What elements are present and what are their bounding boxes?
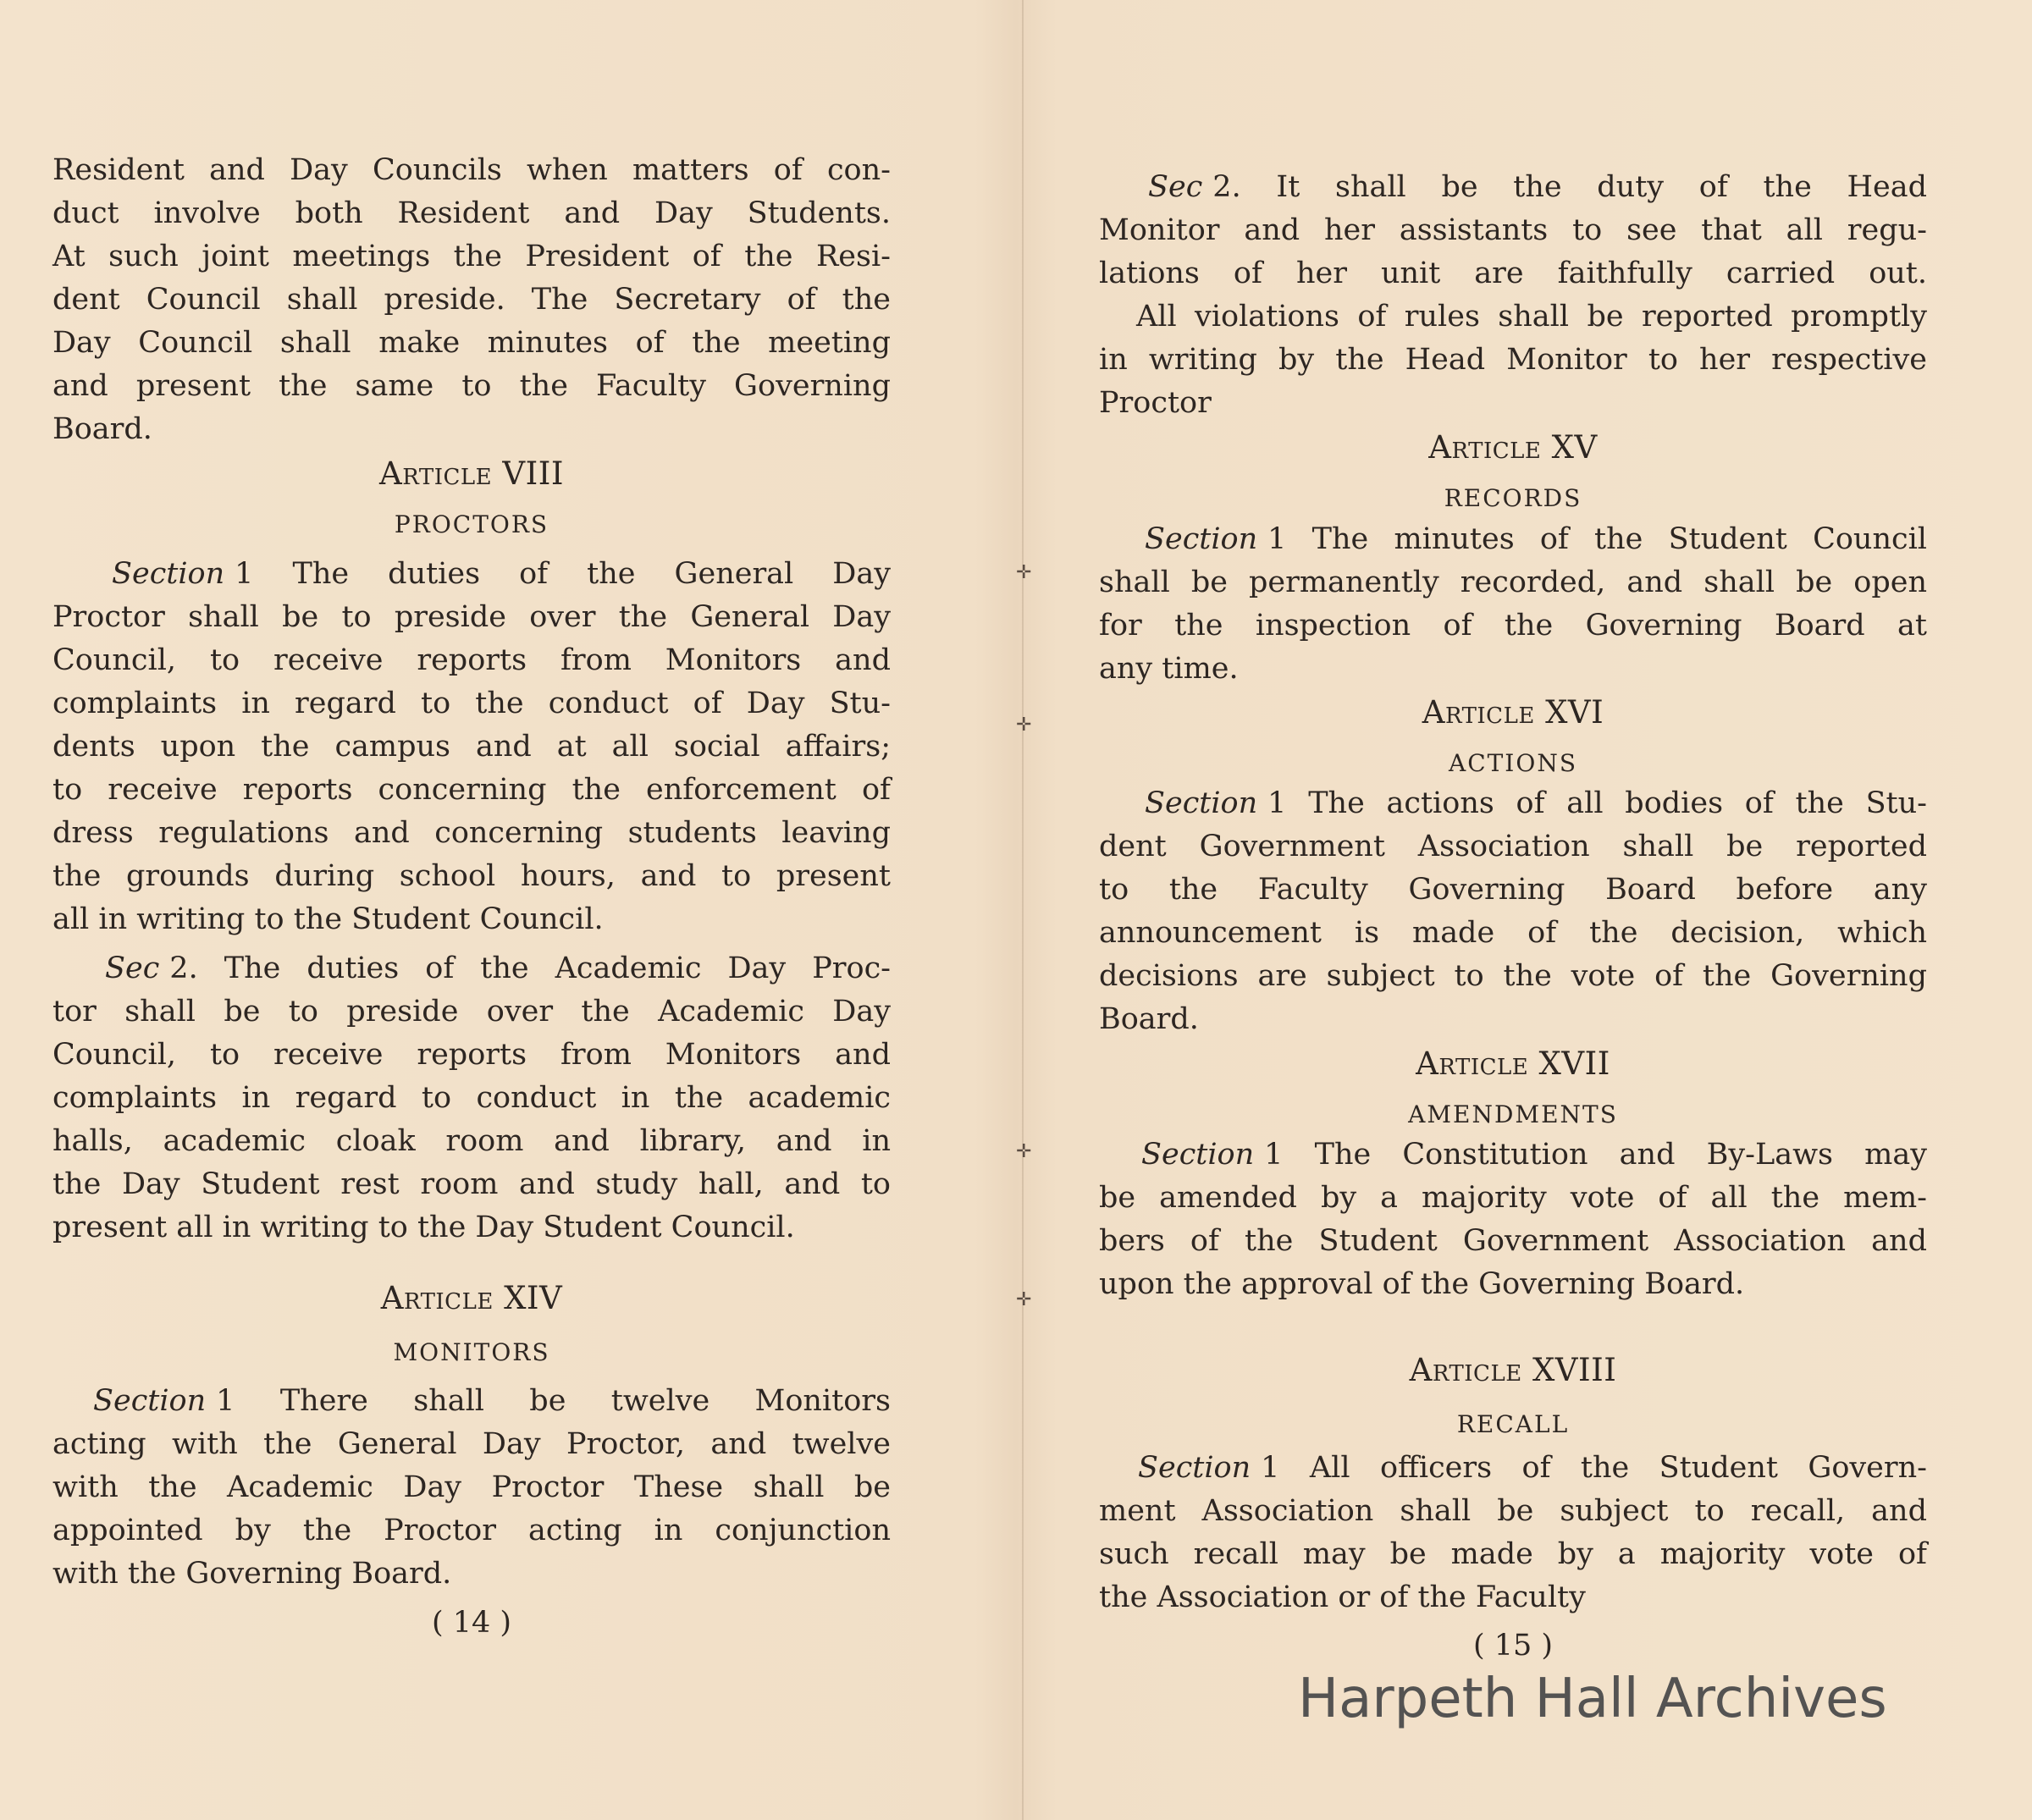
section-label: Sec [1148,170,1203,204]
section-line [1141,1140,1927,1170]
section-line [93,1384,891,1418]
text-line: Resident and Day Councils when matters of con- [52,153,891,187]
article-heading: Article XVI [1422,694,1604,731]
text-line: any time. [1099,652,1239,686]
section-number: 1 [1261,1451,1280,1485]
text-line: for the inspection of the Governing Board at [1099,609,1927,643]
article-heading: Article XV [1428,429,1598,466]
text-line: dent Council shall preside. The Secretary of the [52,283,891,317]
binding-stitch: ✛ [1016,714,1032,736]
right-page [1099,0,1927,1693]
text-line: appointed by the Proctor acting in conjunction [52,1514,891,1547]
article-heading: Article XVIII [1409,1352,1617,1388]
section-label: Section [1145,522,1258,556]
text-line: duct involve both Resident and Day Students. [52,196,891,230]
binding-stitch: ✛ [1016,562,1032,583]
text-line: announcement is made of the decision, which [1099,916,1927,950]
section-label: Section [93,1384,207,1418]
text-line: upon the approval of the Governing Board. [1099,1267,1745,1301]
article-subheading: AMENDMENTS [1408,1100,1618,1128]
section-text: The Constitution and By-Laws may [1314,1138,1927,1172]
article-heading: Article XIV [380,1280,563,1316]
text-line: Council, to receive reports from Monitors and [52,1038,891,1072]
section-label: Section [1141,1138,1255,1172]
text-line: Council, to receive reports from Monitors and [52,643,891,677]
text-line: dents upon the campus and at all social affairs; [52,730,891,764]
article-subheading: PROCTORS [394,510,549,538]
text-line: in writing by the Head Monitor to her respective [1099,343,1927,377]
text-line: be amended by a majority vote of all the mem- [1099,1181,1927,1215]
text-line: all in writing to the Student Council. [52,902,604,936]
text-line: the grounds during school hours, and to present [52,859,891,893]
section-line [1148,170,1927,204]
section-text: The minutes of the Student Council [1311,522,1927,556]
section-label: Section [1145,786,1258,820]
section-number: 1 [235,557,254,591]
text-line: Board. [1099,1002,1199,1036]
section-line [1145,786,1927,820]
text-line: All violations of rules shall be reported promptly [1136,300,1927,334]
text-line: Day Council shall make minutes of the meeting [52,326,891,360]
section-text: There shall be twelve Monitors [279,1384,891,1418]
text-line: Monitor and her assistants to see that all regu- [1099,213,1927,247]
text-line: Proctor shall be to preside over the General Day [52,600,891,634]
section-text: The duties of the General Day [292,557,891,591]
section-number: 1 [1267,786,1287,820]
article-subheading: ACTIONS [1448,749,1578,777]
text-line: present all in writing to the Day Student Council. [52,1211,795,1244]
archive-watermark: Harpeth Hall Archives [1298,1668,1887,1730]
text-line: such recall may be made by a majority vote of [1099,1537,1927,1571]
binding-stitch: ✛ [1016,1289,1032,1310]
section-text: It shall be the duty of the Head [1276,170,1927,204]
text-line: At such joint meetings the President of the Resi- [52,240,891,273]
text-line: and present the same to the Faculty Governing [52,369,891,403]
binding-stitch: ✛ [1016,1141,1032,1162]
section-number: 1 [1264,1138,1284,1172]
section-text: The duties of the Academic Day Proc- [224,951,891,985]
text-line: decisions are subject to the vote of the Governing [1099,959,1927,993]
text-line: lations of her unit are faithfully carried out. [1099,256,1927,290]
article-heading: Article XVII [1416,1045,1610,1082]
page-number: ( 15 ) [1472,1629,1554,1663]
text-line: complaints in regard to the conduct of Day Stu- [52,687,891,720]
text-line: dent Government Association shall be reported [1099,830,1927,863]
text-line: the Association or of the Faculty [1099,1580,1586,1614]
section-line [112,557,891,591]
section-label: Section [112,557,225,591]
section-text: All officers of the Student Govern- [1309,1451,1927,1485]
text-line: acting with the General Day Proctor, and twelve [52,1427,891,1461]
section-text: The actions of all bodies of the Stu- [1308,786,1927,820]
text-line: complaints in regard to conduct in the academic [52,1081,891,1115]
article-heading: Article VIII [379,455,564,492]
text-line: shall be permanently recorded, and shall be open [1099,565,1927,599]
section-number: 2. [169,951,198,985]
page-fold [1022,0,1024,1820]
section-number: 2. [1212,170,1241,204]
section-line [1145,522,1927,556]
section-number: 1 [1267,522,1287,556]
text-line: to receive reports concerning the enforcement of [52,773,891,807]
section-label: Sec [105,951,160,985]
section-line [105,951,891,985]
left-page [52,0,891,1693]
section-line [1138,1453,1927,1483]
text-line: Board. [52,412,152,446]
text-line: dress regulations and concerning students leaving [52,816,891,850]
article-subheading: RECORDS [1444,484,1582,512]
text-line: ment Association shall be subject to recall, and [1099,1494,1927,1528]
page-number: ( 14 ) [431,1606,512,1640]
article-subheading: MONITORS [393,1338,550,1366]
text-line: with the Academic Day Proctor These shall be [52,1470,891,1504]
section-label: Section [1138,1451,1251,1485]
text-line: bers of the Student Government Association and [1099,1224,1927,1258]
text-line: Proctor [1099,386,1212,420]
text-line: tor shall be to preside over the Academic Day [52,995,891,1029]
section-number: 1 [216,1384,235,1418]
article-subheading: RECALL [1456,1410,1570,1438]
text-line: halls, academic cloak room and library, and in [52,1124,891,1158]
text-line: the Day Student rest room and study hall, and to [52,1167,891,1201]
text-line: to the Faculty Governing Board before any [1099,873,1927,907]
text-line: with the Governing Board. [52,1557,452,1591]
